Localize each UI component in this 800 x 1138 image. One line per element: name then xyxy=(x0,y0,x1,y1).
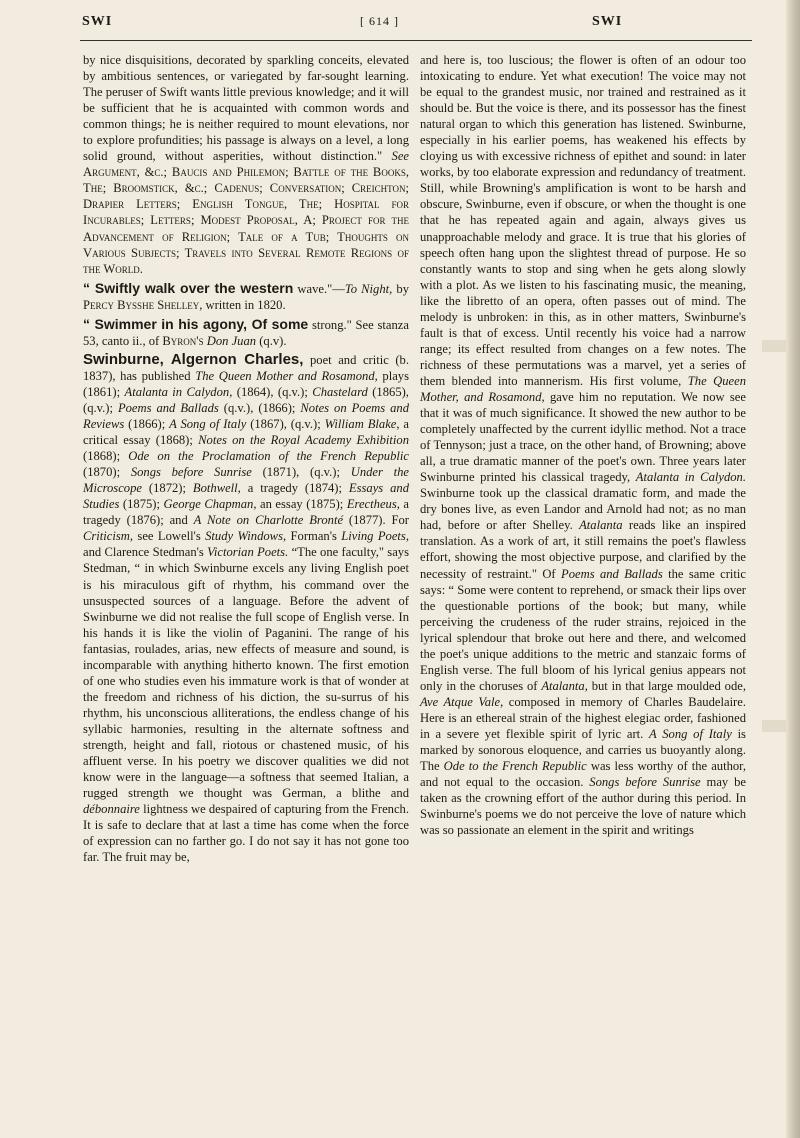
page-edge-shadow xyxy=(786,0,800,1138)
left-column xyxy=(83,52,409,868)
ink-bleed-mark xyxy=(762,340,786,352)
swinburne-entry-continuation: and here is, too luscious; the flower is often of an odour too intoxicating to endure. Yet what execution! The voice may not be equal to the grandest music, nor trained and restrained as it should be. But the voice is there, and its possessor has the finest natural organ to which this generation has listened. Swinburne, especially in his earlier poems, has weakened his effects by cloying us with excessive richness of epithet and sound: in later works, by too elaborate expression and redundancy of treatment. Still, while Browning's amplification is wont to be harsh and obscure, Swinburne, even if obscure, or when the thought is one that he has repeated again and again, always gives us unapproachable melody and grace. It is true that his glories of speech often hang upon the slightest thread of purpose. He so constantly wants to stop and sing when he gets along slowly with a plot. As we listen to his fascinating music, the meaning, like the libretto of an opera, often passes out of mind. The melody is unbroken: in this, as in other matters, Swinburne's fault is that of excess. Until recently his voice had a narrow range; its effect resulted from changes on a few notes. The richness of these permutations was a marvel, yet a series of them blended into mannerism. His first volume, The Queen Mother, and Rosamond, gave him no reputation. We now see that it was of much significance. It showed the new author to be completely unaffected by the current idyllic method. Not a trace of Tennyson; just a trace, on the other hand, of Browning; above all, a true dramatic manner of the poet's own. Three years later Swinburne printed his classical tragedy, Atalanta in Calydon. Swinburne took up the classical dramatic form, and made the dry bones live, as even Landor and Arnold had not; as no man had, before or after Shelley. Atalanta reads like an inspired translation. As a work of art, it still remains the poet's flawless effort, showing the most objective purpose, and clarified by the necessity of restraint." Of Poems and Ballads the same critic says: “ Some were content to reprehend, or smack their lips over the questionable portions of the book; but many, while perceiving the crudeness of the ruder strains, rejoiced in the lyrical splendour that broke out here and there, and welcomed the poet's unique additions to the metric and stanzaic forms of English verse. The full bloom of his lyrical genius appears not only in the choruses of Atalanta, but in that large moulded ode, Ave Atque Vale, composed in memory of Charles Baudelaire. Here is an ethereal strain of the highest elegiac order, fashioned in a severe yet flexible spirit of lyric art. A Song of Italy is marked by sonorous eloquence, and carries us buoyantly along. The Ode to the French Republic was less worthy of the author, and not equal to the occasion. Songs before Sunrise may be taken as the crowning effort of the author during this period. In Swinburne's poems we do not perceive the love of nature which was so passionate an element in the spirit and writings xyxy=(420,53,747,838)
header-rule xyxy=(80,40,752,41)
header-left-keyword: SWI xyxy=(82,14,113,29)
page-number: [ 614 ] xyxy=(360,14,399,28)
header-right-keyword: SWI xyxy=(592,14,623,29)
ink-bleed-mark xyxy=(762,720,786,732)
swift-entry-continuation: by nice disquisitions, decorated by sparkling conceits, elevated by ambitious sentences, or variegated by far-sought learning. The peruser of Swift wants little previous knowledge; and it will be sufficient that he is acquainted with common words and common things; he is neither required to mount elevations, nor to explore profundities; his passage is always on a level, a long solid ground, without asperities, without distinction." See Argument, &c.; Baucis and Philemon; Battle of the Books, The; Broomstick, &c.; Cadenus; Conversation; Creichton; Drapier Letters; English Tongue, The; Hospital for Incurables; Letters; Modest Proposal, A; Project for the Advancement of Religion; Tale of a Tub; Thoughts on Various Subjects; Travels into Several Remote Regions of the World. xyxy=(83,53,409,276)
entry-swinburne: Swinburne, Algernon Charles, poet and critic (b. 1837), has published The Queen Mother and Rosamond, plays (1861); Atalanta in Calydon, (1864), (q.v.); Chastelard (1865), (q.v.); Poems and Ballads (q.v.), (1866); Notes on Poems and Reviews (1866); A Song of Italy (1867), (q.v.); William Blake, a critical essay (1868); Notes on the Royal Academy Exhibition (1868); Ode on the Proclamation of the French Republic (1870); Songs before Sunrise (1871), (q.v.); Under the Microscope (1872); Bothwell, a tragedy (1874); Essays and Studies (1875); George Chapman, an essay (1875); Erectheus, a tragedy (1876); and A Note on Charlotte Bronté (1877). For Criticism, see Lowell's Study Windows, Forman's Living Poets, and Clarence Stedman's Victorian Poets. “The one faculty," says Stedman, “ in which Swinburne excels any living English poet is his miraculous gift of rhythm, his command over the unsuspected sources of a language. Before the advent of Swinburne we did not realise the full scope of English verse. In his hands it is like the violin of Paganini. The range of his fantasias, roulades, arias, new effects of measure and sound, is incomparable with anything hitherto known. The first emotion of one who studies even his immature work is that of wonder at the freedom and richness of his diction, the su-surrus of his rhythm, his unconscious alliterations, the endless change of his syllabic harmonies, resulting in the alternate softness and strength, height and fall, riotous or chastened music, of his affluent verse. In his poetry we discover qualities we did not know were in the language—a softness that seemed Italian, a rugged strength we thought was German, a blithe and débonnaire lightness we despaired of capturing from the French. It is safe to declare that at last a time has come when the force of expression can no farther go. I do not say it has not gone too far. The fruit may be, xyxy=(83,350,410,865)
entry-swimmer-in-his-agony: “ Swimmer in his agony, Of some strong." See stanza 53, canto ii., of Byron's Don Juan (q.v). xyxy=(83,315,409,348)
right-column xyxy=(420,52,746,841)
running-header xyxy=(40,14,748,36)
entry-swiftly-walk: “ Swiftly walk over the western wave."—To Night, by Percy Bysshe Shelley, written in 1820. xyxy=(83,279,409,312)
